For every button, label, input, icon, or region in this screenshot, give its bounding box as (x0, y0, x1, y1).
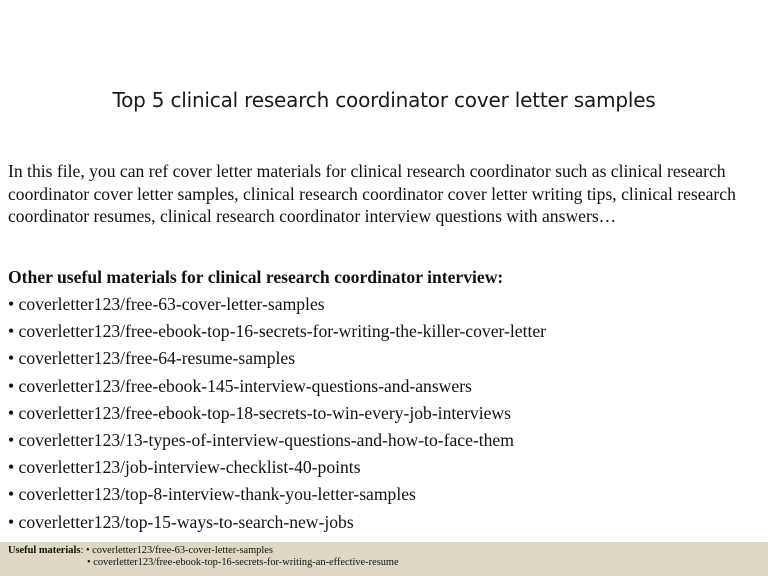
list-item[interactable]: • coverletter123/13-types-of-interview-questions-and-how-to-face-them (8, 430, 514, 451)
list-item[interactable]: • coverletter123/free-64-resume-samples (8, 348, 296, 369)
intro-paragraph: In this file, you can ref cover letter materials for clinical research coordinator such as clinical research coordinator cover letter samples, clinical research coordinator cover letter writing tips, clinical research coordinator resumes, clinical research coordinator interview questions with answers… (8, 161, 736, 226)
footer-separator: : (80, 545, 86, 556)
footer-label: Useful materials (8, 545, 81, 556)
list-item[interactable]: • coverletter123/job-interview-checklist-40-points (8, 457, 361, 478)
materials-list (8, 291, 546, 536)
footer-row (8, 545, 273, 558)
list-item[interactable]: • coverletter123/free-ebook-top-18-secrets-to-win-every-job-interviews (8, 402, 511, 423)
list-item[interactable]: • coverletter123/free-ebook-top-16-secrets-for-writing-the-killer-cover-letter (8, 321, 547, 342)
list-item[interactable]: • coverletter123/top-15-ways-to-search-new-jobs (8, 511, 354, 532)
materials-heading: Other useful materials for clinical research coordinator interview: (8, 267, 504, 287)
footer-link[interactable]: • coverletter123/free-63-cover-letter-samples (85, 545, 273, 556)
footer-link[interactable]: • coverletter123/free-ebook-top-16-secrets-for-writing-an-effective-resume (87, 557, 399, 568)
list-item[interactable]: • coverletter123/free-ebook-145-interview-questions-and-answers (8, 375, 472, 396)
page-title: Top 5 clinical research coordinator cover letter samples (112, 88, 656, 112)
footer-row (87, 557, 399, 570)
footer-bar (0, 542, 768, 576)
list-item[interactable]: • coverletter123/free-63-cover-letter-samples (8, 294, 325, 314)
list-item[interactable]: • coverletter123/top-8-interview-thank-you-letter-samples (8, 484, 416, 505)
